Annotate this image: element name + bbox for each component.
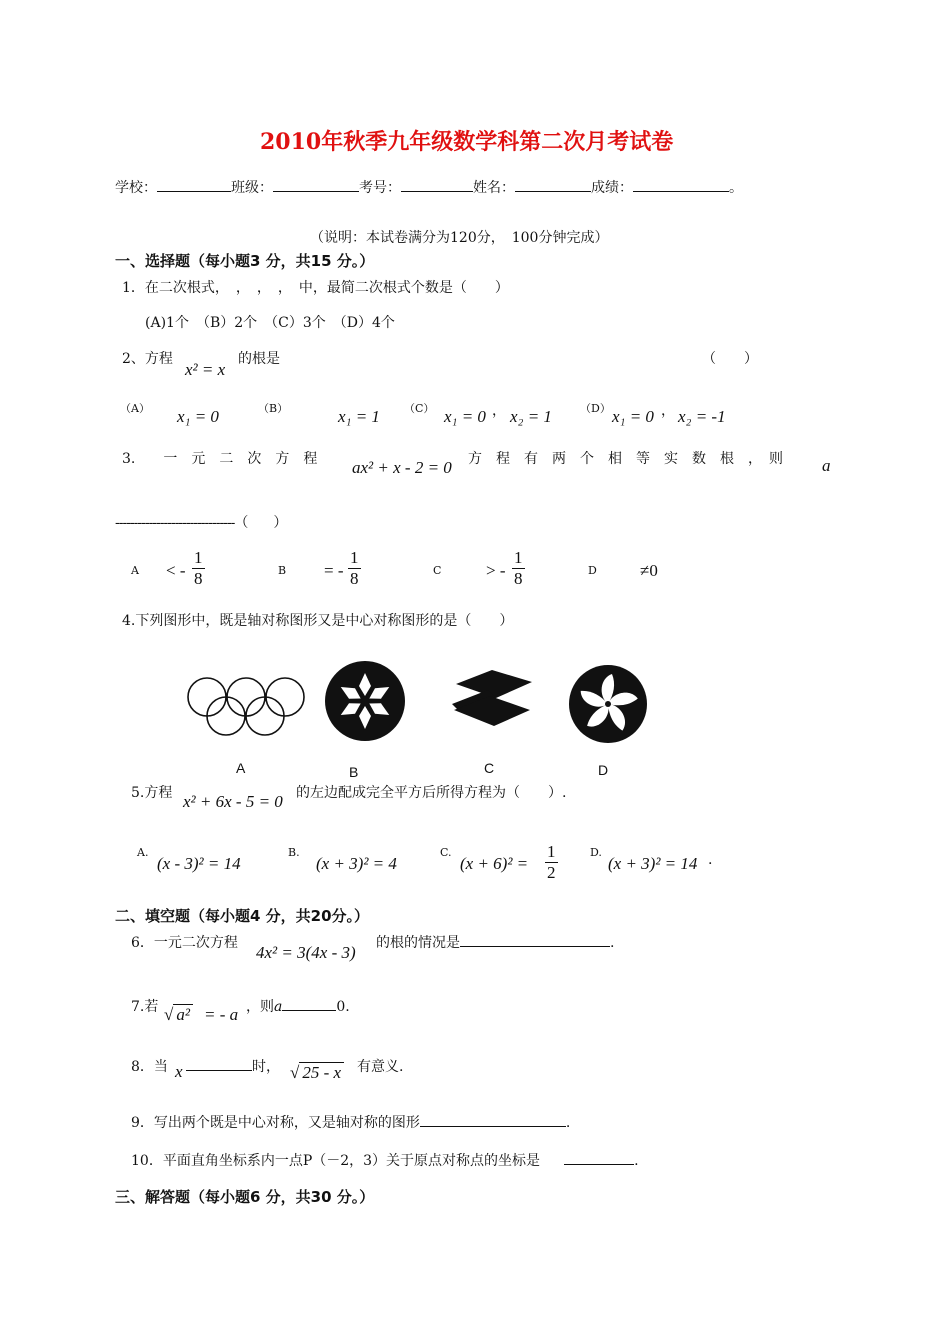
q1-options: (A)1个 （B）2个 （C）3个 （D）4个 [145,315,395,331]
q3-option-c-fraction: $\frac{1}{8}$ [514,548,523,588]
section-3-heading: 三、解答题（每小题6 分，共30 分。） [115,1188,375,1206]
q6-answer-blank[interactable] [460,932,610,947]
q3-option-d-label: D [588,564,597,577]
score-field[interactable] [633,177,729,192]
q5-option-c-label: C. [440,846,452,859]
page-title: 2010年秋季九年级数学科第二次月考试卷 [260,129,674,155]
q10-answer-blank[interactable] [564,1150,634,1165]
section-1-heading: 一、选择题（每小题3 分，共15 分。） [115,252,375,270]
q8-radical: √ 25 - x [290,1062,344,1083]
q2-option-d-label: （D） [580,402,611,415]
figure-c-parallelogram-icon [450,668,534,732]
figure-d-label: D [598,762,609,778]
score-label: 成绩： [591,180,633,196]
q2-option-a-label: （A） [120,402,150,415]
section-2-heading: 二、填空题（每小题4 分，共20分。） [115,907,370,925]
q2-option-c-sep: ， [492,403,506,419]
q5-option-a-label: A. [137,846,149,859]
q3-text: 3. 一 元 二 次 方 程 [122,451,318,467]
q3-option-c-label: C [433,564,442,577]
figure-a-label: A [236,760,246,776]
q2-equation: x² = x [185,360,226,379]
q7-tail: ，则a 0. [246,996,350,1016]
q2-option-a: x₁ = 0 [177,407,219,426]
q5-tail: 的左边配成完全平方后所得方程为（ ）. [296,785,567,801]
figure-a-rings-icon [185,672,310,742]
q3-option-a-label: A [131,564,139,577]
q5-option-b-label: B. [288,846,300,859]
q5-option-d-label: D. [590,846,602,859]
q2-option-b-label: （B） [258,402,289,415]
q3-option-c-op: > - [486,561,506,580]
q3-dashes: --------------------------------（ ） [115,515,287,531]
q3-tail: 方 程 有 两 个 相 等 实 数 根 ， 则 [468,451,783,467]
q5-option-c-fraction: $\frac{1}{2}$ [547,842,556,882]
figure-c-label: C [484,760,495,776]
q8-tail: 有意义. [357,1059,404,1075]
school-field[interactable] [157,177,231,192]
q5-option-d-tail: . [708,852,713,868]
q3-variable: a [822,456,831,475]
q8-mid: 时， [186,1056,280,1076]
q6-tail: 的根的情况是 . [376,932,614,952]
q4-text: 4.下列图形中，既是轴对称图形又是中心对称图形的是（ ） [122,613,514,629]
exam-note: （说明：本试卷满分为120分， 100分钟完成） [310,230,609,246]
exam-no-field[interactable] [401,177,473,192]
figure-b-label: B [349,764,359,780]
q9-answer-blank[interactable] [420,1112,566,1127]
q2-option-d-root2: x₂ = -1 [678,407,726,426]
q5-option-b: (x + 3)² = 4 [316,854,397,873]
q2-option-c-root2: x₂ = 1 [510,407,552,426]
q8-text: 8．当 [131,1059,168,1075]
q2-option-c-label: （C） [404,402,435,415]
class-field[interactable] [273,177,359,192]
q3-option-b-op: = - [324,561,344,580]
q3-option-b-fraction: $\frac{1}{8}$ [350,548,359,588]
q3-option-a-op: < - [166,561,186,580]
q6-text: 6．一元二次方程 [131,935,238,951]
q3-option-a-fraction: $\frac{1}{8}$ [194,548,203,588]
q2-option-d-root1: x₁ = 0 [612,407,654,426]
q6-equation: 4x² = 3(4x - 3) [256,943,356,962]
q9-text: 9．写出两个既是中心对称，又是轴对称的图形 . [131,1112,570,1132]
q8-variable: x [175,1062,183,1081]
q3-option-b-label: B [278,564,287,577]
q5-option-d: (x + 3)² = 14 [608,854,698,873]
figure-d-flower-icon [568,664,648,744]
q2-option-b: x₁ = 1 [338,407,380,426]
figure-b-star-icon [324,660,406,742]
name-field[interactable] [515,177,591,192]
q7-radical: √ a² [164,1004,193,1025]
student-info-line [115,177,743,197]
q7-equation: = - a [204,1005,239,1024]
q3-option-d-op: ≠0 [640,561,658,580]
q5-equation: x² + 6x - 5 = 0 [183,792,283,811]
q8-answer-blank[interactable] [186,1056,252,1071]
exam-no-label: 考号： [359,180,401,196]
q1-text: 1．在二次根式， ， ， ， 中，最简二次根式个数是（ ） [122,280,509,296]
q7-answer-blank[interactable] [282,996,336,1011]
q5-option-a: (x - 3)² = 14 [157,854,241,873]
name-label: 姓名： [473,180,515,196]
q3-equation: ax² + x - 2 = 0 [352,458,452,477]
q2-option-d-sep: ， [661,403,675,419]
q2-option-c-root1: x₁ = 0 [444,407,486,426]
q5-text: 5.方程 [131,785,173,801]
q5-option-c: (x + 6)² = [460,854,529,873]
school-label: 学校： [115,180,157,196]
q7-text: 7.若 [131,999,159,1015]
q2-text: 2、方程 [122,351,173,367]
q2-tail: 的根是 [238,351,280,367]
header-end: 。 [729,180,743,196]
q10-text: 10．平面直角坐标系内一点P（－2，3）关于原点对称点的坐标是 . [131,1150,639,1170]
q2-answer-paren: （ ） [702,351,758,367]
class-label: 班级： [231,180,273,196]
